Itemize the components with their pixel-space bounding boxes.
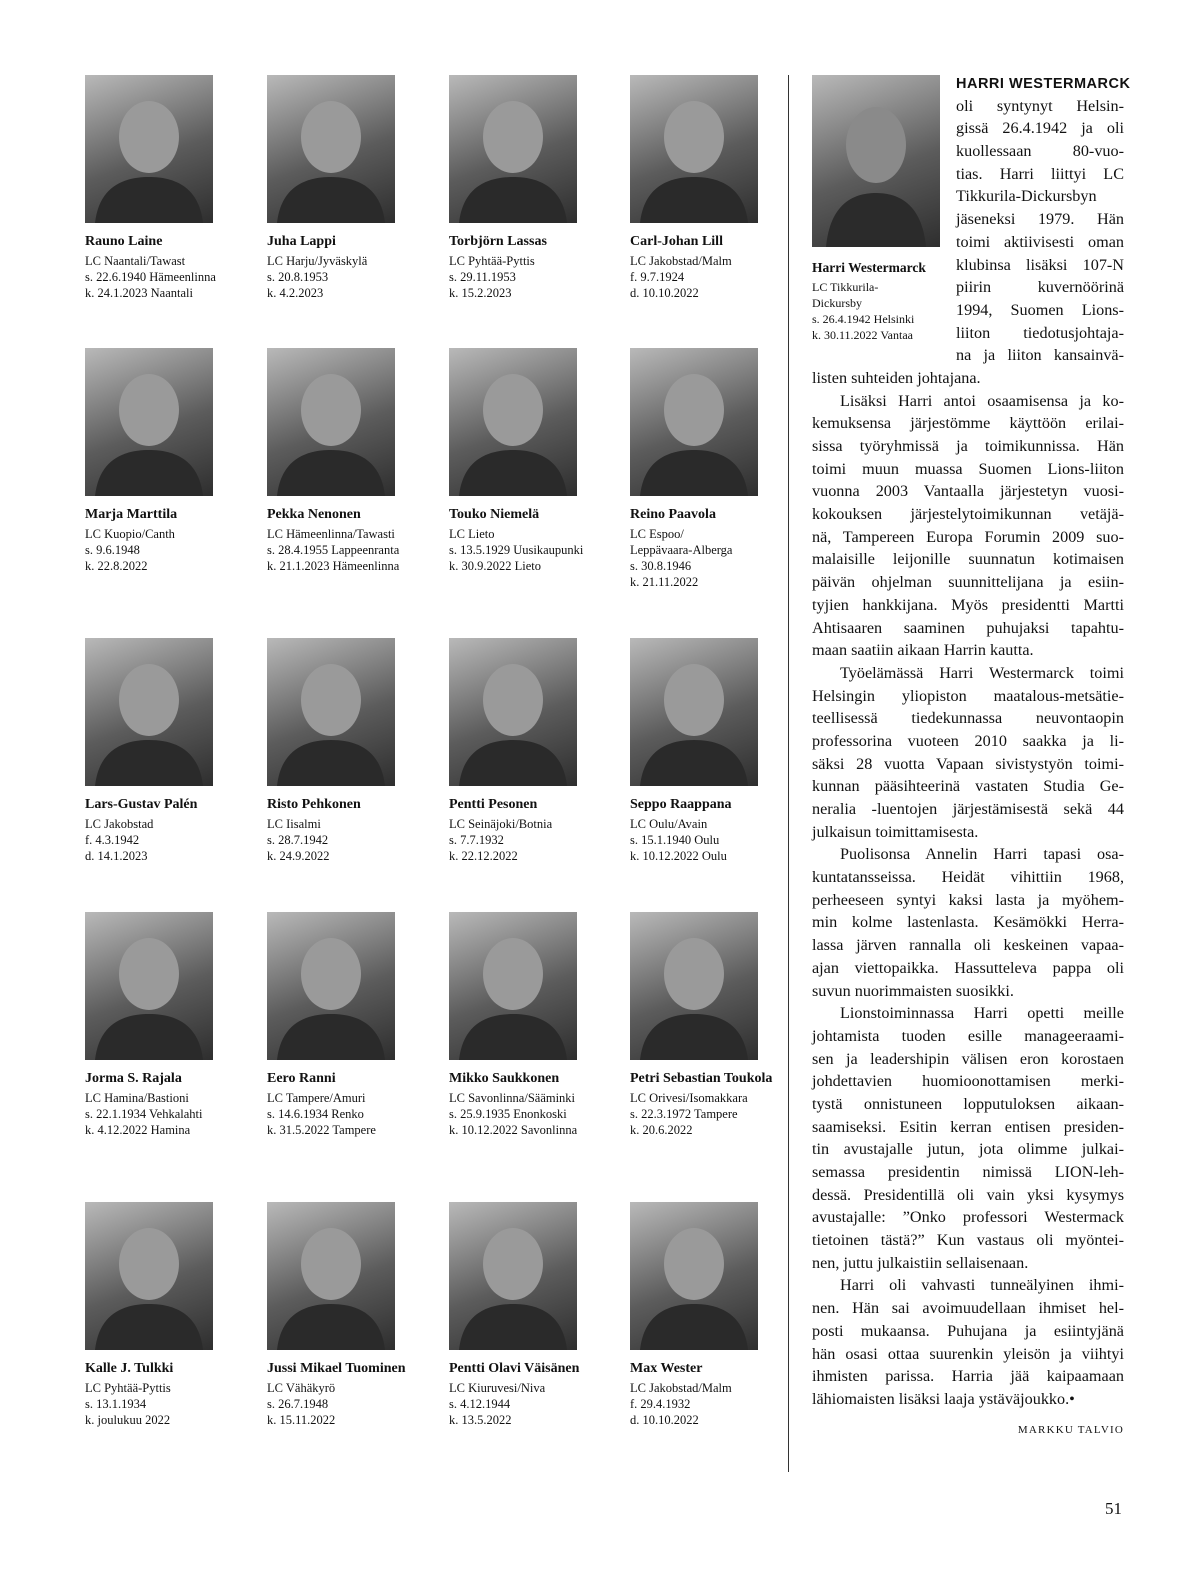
detail-line: s. 22.3.1972 Tampere <box>630 1107 738 1121</box>
article-line <box>812 72 1131 95</box>
author-byline: MARKKU TALVIO <box>1017 1424 1124 1436</box>
detail-line: s. 20.8.1953 <box>267 270 329 284</box>
portrait-photo <box>85 1202 213 1350</box>
detail-line: s. 29.11.1953 <box>449 270 516 284</box>
obituary-card <box>630 348 795 590</box>
portrait-photo <box>449 912 577 1060</box>
detail-line: d. 10.10.2022 <box>630 1413 699 1427</box>
person-name: Lars-Gustav Palén <box>85 797 198 812</box>
featured-name: Harri Westermarck <box>812 260 926 275</box>
person-details <box>267 253 432 301</box>
portrait-photo <box>85 638 213 786</box>
detail-line: s. 30.8.1946 <box>630 559 692 573</box>
obituary-card <box>85 1202 250 1428</box>
person-name: Reino Paavola <box>630 507 716 522</box>
person-name: Risto Pehkonen <box>267 797 361 812</box>
article-line: suvun nuorimmaisten suosikki. <box>812 981 1014 1000</box>
portrait-photo <box>267 638 395 786</box>
portrait-photo <box>630 912 758 1060</box>
article-line: posti mukaansa. Puhujana ja esiintyjänä <box>812 1321 1124 1340</box>
article-line: avustajalle: ”Onko professori Westermack <box>812 1208 1124 1227</box>
detail-line: k. 30.9.2022 Lieto <box>449 559 542 573</box>
page-number: 51 <box>1105 1499 1122 1518</box>
portrait-photo <box>449 638 577 786</box>
detail-line: LC Hämeenlinna/Tawasti <box>267 527 395 541</box>
article-line: kemuksensa järjestömme käyttöön erilai- <box>812 414 1124 433</box>
obituary-card <box>267 638 432 864</box>
article-line: lähiomaisten lisäksi laaja ystäväjoukko.• <box>812 1389 1075 1408</box>
article-line: Ahtisaaren saaminen puhujaksi tapahtu- <box>812 618 1124 637</box>
obituary-article <box>812 72 1131 1411</box>
person-name: Jussi Mikael Tuominen <box>267 1361 406 1376</box>
detail-line: LC Oulu/Avain <box>630 817 708 831</box>
featured-detail-line: k. 30.11.2022 Vantaa <box>812 328 913 342</box>
detail-line: k. 4.2.2023 <box>267 286 324 300</box>
person-name: Marja Marttila <box>85 507 178 522</box>
person-name: Pentti Pesonen <box>449 797 538 812</box>
article-heading: HARRI WESTERMARCK <box>956 76 1131 92</box>
person-details <box>630 816 795 864</box>
portrait-photo <box>85 348 213 496</box>
article-line: Lisäksi Harri antoi osaamisensa ja ko- <box>840 391 1124 410</box>
detail-line: LC Jakobstad <box>85 817 154 831</box>
detail-line: d. 14.1.2023 <box>85 849 148 863</box>
detail-line: s. 28.7.1942 <box>267 833 329 847</box>
detail-line: s. 7.7.1932 <box>449 833 504 847</box>
person-details <box>449 526 614 574</box>
article-line: listen suhteiden johtajana. <box>812 368 981 387</box>
detail-line: LC Seinäjoki/Botnia <box>449 817 553 831</box>
article-line: Helsingin yliopiston maatalous-metsätie- <box>812 686 1124 705</box>
detail-line: k. 22.8.2022 <box>85 559 148 573</box>
detail-line: LC Savonlinna/Sääminki <box>449 1091 576 1105</box>
article-line: kokouksen järjestelytoimikunnan vetäjä- <box>812 505 1124 524</box>
article-line: neralia -luentojen järjestämisestä sekä 44 <box>812 800 1124 818</box>
detail-line: LC Hamina/Bastioni <box>85 1091 189 1105</box>
featured-detail-line: LC Tikkurila- <box>812 280 879 294</box>
detail-line: LC Jakobstad/Malm <box>630 1381 732 1395</box>
person-details <box>630 253 795 301</box>
person-details <box>449 253 614 301</box>
article-line: kunnan pääsihteerinä vastaten Studia Ge- <box>812 777 1124 796</box>
article-line: toimi muun muassa Suomen Lions-liiton <box>812 459 1124 478</box>
article-line: Lionstoiminnassa Harri opetti meille <box>840 1004 1124 1023</box>
obituary-card <box>267 912 432 1138</box>
article-line: lassa järven rannalla oli keskeinen vapaa- <box>812 936 1124 955</box>
detail-line: LC Kuopio/Canth <box>85 527 175 541</box>
featured-detail-line: s. 26.4.1942 Helsinki <box>812 312 915 326</box>
article-line: malaisille leijonille suunnatun kotimaisen <box>812 550 1124 569</box>
obituary-card <box>267 348 432 574</box>
article-line: dessä. Presidentillä oli vain yksi kysymys <box>812 1185 1124 1204</box>
person-name: Touko Niemelä <box>449 507 540 522</box>
article-line: na ja liiton kansainvä- <box>956 346 1124 365</box>
person-name: Max Wester <box>630 1361 703 1376</box>
article-line: nä, Tampereen Europa Forumin 2009 suo- <box>812 527 1124 546</box>
detail-line: LC Espoo/ <box>630 527 684 541</box>
detail-line: k. 31.5.2022 Tampere <box>267 1123 376 1137</box>
portrait-photo <box>85 75 213 223</box>
detail-line: k. 13.5.2022 <box>449 1413 512 1427</box>
obituary-card <box>449 912 614 1138</box>
portrait-photo <box>449 348 577 496</box>
article-line: maan saatiin aikaan Harrin kautta. <box>812 641 1034 660</box>
article-line: perheeseen syntyi kaksi lasta ja myöhem- <box>812 890 1124 909</box>
person-name: Pekka Nenonen <box>267 507 361 522</box>
portrait-photo <box>630 1202 758 1350</box>
article-line: oli syntynyt Helsin- <box>956 96 1124 115</box>
article-line: semassa presidentin nimissä LION-leh- <box>812 1163 1124 1181</box>
portrait-photo <box>267 1202 395 1350</box>
detail-line: LC Pyhtää-Pyttis <box>449 254 535 268</box>
person-details <box>267 526 432 574</box>
article-line: tyjien hankkijana. Myös presidentti Martti <box>812 595 1124 614</box>
detail-line: LC Tampere/Amuri <box>267 1091 366 1105</box>
article-line: hän osasi ottaa suurenkin yleisön ja viihtyi <box>812 1344 1124 1363</box>
person-name: Torbjörn Lassas <box>449 234 547 249</box>
column-divider <box>788 75 789 1472</box>
article-line: gissä 26.4.1942 ja oli <box>956 119 1124 138</box>
person-name: Juha Lappi <box>267 234 336 249</box>
person-details <box>449 816 614 864</box>
detail-line: k. joulukuu 2022 <box>85 1413 171 1427</box>
article-line: teellisessä tiedekunnassa neuvontaopin <box>812 709 1124 728</box>
obituary-card <box>267 1202 432 1428</box>
detail-line: k. 24.1.2023 Naantali <box>85 286 193 300</box>
detail-line: f. 9.7.1924 <box>630 270 685 284</box>
person-details <box>85 1090 250 1138</box>
article-line: säksi 28 vuotta Vapaan sivistystyön toimi- <box>812 754 1124 773</box>
obituary-card <box>449 348 614 574</box>
detail-line: k. 10.12.2022 Oulu <box>630 849 727 863</box>
article-line: professorina vuoteen 2010 saakka ja li- <box>812 731 1124 750</box>
detail-line: k. 4.12.2022 Hamina <box>85 1123 191 1137</box>
detail-line: s. 14.6.1934 Renko <box>267 1107 364 1121</box>
article-line: tin avustajalle jutun, jota olimme julkai- <box>812 1140 1124 1159</box>
detail-line: k. 15.2.2023 <box>449 286 512 300</box>
person-name: Kalle J. Tulkki <box>85 1361 174 1376</box>
obituary-card <box>85 638 250 864</box>
article-line: nen, juttu julkaistiin sellaisenaan. <box>812 1253 1029 1272</box>
article-line: Tikkurila-Dickursbyn <box>956 187 1097 206</box>
person-details <box>267 816 432 864</box>
detail-line: s. 28.4.1955 Lappeenranta <box>267 543 400 557</box>
detail-line: s. 26.7.1948 <box>267 1397 329 1411</box>
detail-line: LC Harju/Jyväskylä <box>267 254 368 268</box>
person-name: Rauno Laine <box>85 234 163 249</box>
article-line: tietoinen tästä?” Kun vastaus oli myöntei- <box>812 1231 1124 1250</box>
article-line: liiton tiedotusjohtaja- <box>956 323 1124 342</box>
person-name: Mikko Saukkonen <box>449 1071 560 1086</box>
person-details <box>630 1380 795 1428</box>
article-line: 1994, Suomen Lions- <box>956 300 1124 319</box>
person-details <box>267 1380 432 1428</box>
detail-line: f. 29.4.1932 <box>630 1397 691 1411</box>
person-details <box>85 816 250 864</box>
article-line: Harri oli vahvasti tunneälyinen ihmi- <box>840 1276 1124 1295</box>
detail-line: k. 20.6.2022 <box>630 1123 693 1137</box>
detail-line: s. 4.12.1944 <box>449 1397 511 1411</box>
article-line: Työelämässä Harri Westermarck toimi <box>840 663 1124 682</box>
person-details <box>85 253 250 301</box>
detail-line: d. 10.10.2022 <box>630 286 699 300</box>
detail-line: Leppävaara-Alberga <box>630 543 733 557</box>
article-line: julkaisun toimittamisesta. <box>812 822 979 841</box>
detail-line: s. 13.5.1929 Uusikaupunki <box>449 543 584 557</box>
obituary-card <box>630 1202 795 1428</box>
person-details <box>85 1380 250 1428</box>
detail-line: k. 21.1.2023 Hämeenlinna <box>267 559 400 573</box>
article-line: johtamista tuoden esille manageeraami- <box>812 1026 1124 1045</box>
person-details <box>449 1380 614 1428</box>
detail-line: LC Vähäkyrö <box>267 1381 336 1395</box>
portrait-photo <box>449 1202 577 1350</box>
person-name: Jorma S. Rajala <box>85 1071 182 1086</box>
detail-line: k. 22.12.2022 <box>449 849 518 863</box>
obituary-card <box>449 1202 614 1428</box>
obituary-card <box>449 638 614 864</box>
detail-line: k. 21.11.2022 <box>630 575 699 589</box>
obituary-card <box>630 638 795 864</box>
detail-line: s. 22.1.1934 Vehkalahti <box>85 1107 203 1121</box>
article-line: kuollessaan 80-vuo- <box>956 142 1124 161</box>
obituary-card <box>85 912 250 1138</box>
obituary-card <box>85 75 250 301</box>
detail-line: s. 15.1.1940 Oulu <box>630 833 720 847</box>
detail-line: LC Lieto <box>449 527 495 541</box>
detail-line: s. 22.6.1940 Hämeenlinna <box>85 270 216 284</box>
article-line: klubinsa lisäksi 107-N <box>956 255 1124 274</box>
detail-line: s. 13.1.1934 <box>85 1397 147 1411</box>
person-details <box>267 1090 432 1138</box>
person-name: Seppo Raappana <box>630 797 732 812</box>
portrait-photo <box>449 75 577 223</box>
obituary-card <box>85 348 250 574</box>
person-name: Pentti Olavi Väisänen <box>449 1361 580 1376</box>
person-name: Petri Sebastian Toukola <box>630 1071 773 1086</box>
detail-line: LC Naantali/Tawast <box>85 254 186 268</box>
portrait-photo <box>267 912 395 1060</box>
person-details <box>449 1090 614 1138</box>
article-line: min kolme lastenlasta. Kesämökki Herra- <box>812 913 1124 932</box>
detail-line: s. 25.9.1935 Enonkoski <box>449 1107 567 1121</box>
article-line: johdettavien huomioonottamisen merki- <box>812 1072 1124 1091</box>
article-line: tias. Harri liittyi LC <box>956 164 1124 183</box>
person-details <box>85 526 250 574</box>
person-details <box>630 526 795 590</box>
article-line: saamiseksi. Esitin kerran entisen presiden- <box>812 1117 1124 1136</box>
person-details <box>630 1090 795 1138</box>
article-line: piirin kuvernöörinä <box>956 278 1124 297</box>
article-line: ihmisten parissa. Harria jää kaipaamaan <box>812 1367 1124 1386</box>
article-line: sissa työryhmissä ja toimikunnissa. Hän <box>812 437 1124 455</box>
article-line: vuonna 2003 Vantaalla järjestetyn vuosi- <box>812 482 1124 501</box>
article-line: nen. Hän sai avoimuudellaan ihmiset hel- <box>812 1299 1124 1318</box>
article-line: Puolisonsa Annelin Harri tapasi osa- <box>840 845 1124 864</box>
portrait-photo <box>267 75 395 223</box>
article-line: tystä onnistuneen lopputuloksen aikaan- <box>812 1094 1124 1113</box>
article-line: päivän ohjelman suunnittelijana ja esiin- <box>812 573 1124 592</box>
detail-line: k. 24.9.2022 <box>267 849 330 863</box>
portrait-photo <box>630 75 758 223</box>
detail-line: LC Kiuruvesi/Niva <box>449 1381 546 1395</box>
article-line: ajan viettopaikka. Hassutteleva pappa oli <box>812 958 1124 977</box>
detail-line: LC Jakobstad/Malm <box>630 254 732 268</box>
obituary-card <box>630 912 795 1138</box>
portrait-photo <box>85 912 213 1060</box>
detail-line: k. 15.11.2022 <box>267 1413 336 1427</box>
detail-line: LC Iisalmi <box>267 817 321 831</box>
detail-line: s. 9.6.1948 <box>85 543 140 557</box>
article-line: sen ja leadershipin välisen eron korostaen <box>812 1049 1124 1068</box>
featured-detail-line: Dickursby <box>812 296 862 310</box>
article-line: jäseneksi 1979. Hän <box>956 210 1124 229</box>
portrait-photo <box>630 348 758 496</box>
detail-line: LC Pyhtää-Pyttis <box>85 1381 171 1395</box>
obituary-card <box>630 75 795 301</box>
obituary-card <box>449 75 614 301</box>
portrait-photo <box>630 638 758 786</box>
detail-line: f. 4.3.1942 <box>85 833 140 847</box>
detail-line: LC Orivesi/Isomakkara <box>630 1091 748 1105</box>
article-line: toimi aktiivisesti oman <box>956 232 1124 251</box>
person-name: Eero Ranni <box>267 1071 336 1086</box>
article-line: kuntatansseissa. Heidät vihittiin 1968, <box>812 868 1124 887</box>
obituary-card <box>267 75 432 301</box>
portrait-photo <box>267 348 395 496</box>
detail-line: k. 10.12.2022 Savonlinna <box>449 1123 578 1137</box>
person-name: Carl-Johan Lill <box>630 234 723 249</box>
